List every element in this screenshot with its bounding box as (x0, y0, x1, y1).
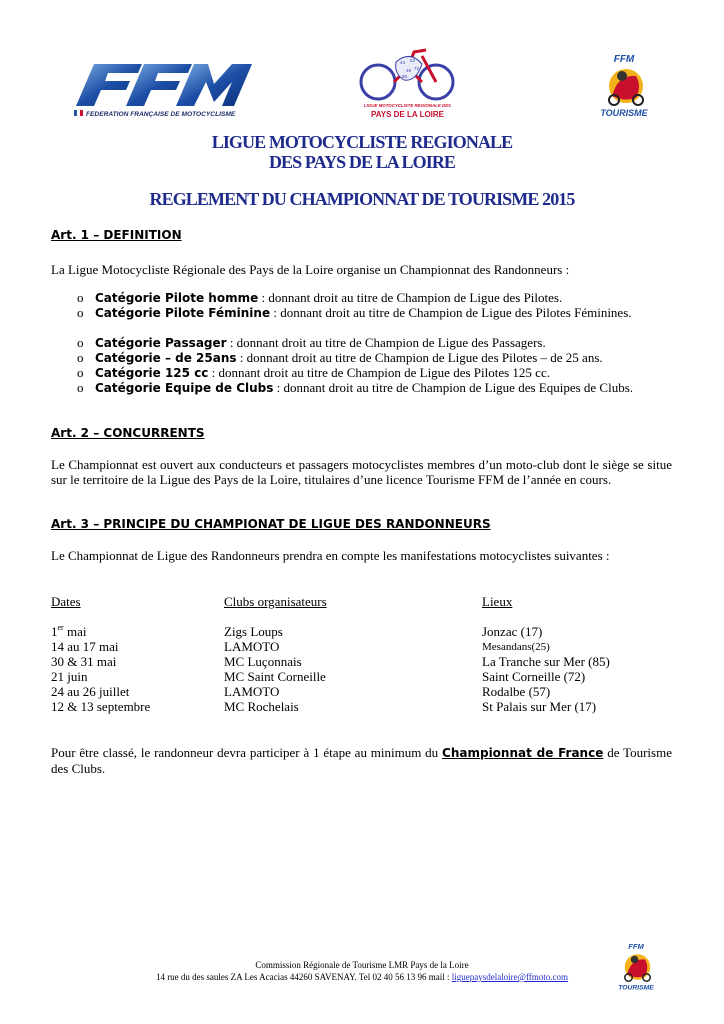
category-description: : donnant droit au titre de Champion de Ligue des Pilotes Féminines. (270, 305, 632, 320)
svg-text:PAYS DE LA LOIRE: PAYS DE LA LOIRE (370, 110, 445, 119)
list-item (95, 350, 672, 366)
event-date: 21 juin (51, 669, 88, 684)
svg-text:FEDERATION FRANÇAISE DE MOTOCY: FEDERATION FRANÇAISE DE MOTOCYCLISME (86, 111, 236, 118)
footer-line-1: Commission Régionale de Tourisme LMR Pays de la Loire (255, 960, 469, 970)
event-date: 12 & 13 septembre (51, 699, 151, 714)
event-lieu: Mesandans(25) (482, 641, 550, 653)
ffm-tourisme-footer-logo (612, 936, 660, 998)
bullet-marker: o (77, 335, 84, 350)
event-club: Zigs Loups (224, 624, 283, 639)
svg-text:85: 85 (402, 74, 408, 79)
category-description: : donnant droit au titre de Champion de Ligue des Passagers. (226, 335, 546, 350)
column-header-clubs: Clubs organisateurs (224, 594, 327, 609)
ligue-pays-de-la-loire-logo (356, 42, 459, 122)
column-header-lieux: Lieux (482, 594, 513, 609)
bullet-marker: o (77, 380, 84, 395)
art1-intro: La Ligue Motocycliste Régionale des Pays de la Loire organise un Championnat des Randonneurs : (51, 262, 570, 277)
art3-outro: Pour être classé, le randonneur devra participer à 1 étape au minimum du Championnat de France de Tourisme des Clubs. (51, 745, 672, 776)
category-label: Catégorie Pilote Féminine (95, 306, 271, 320)
title-line-1: LIGUE MOTOCYCLISTE REGIONALE (211, 132, 513, 152)
column-header-dates: Dates (51, 594, 81, 609)
event-date: 1er mai (51, 622, 87, 639)
ffm-tourisme-logo (592, 52, 656, 120)
category-label: Catégorie – de 25ans (95, 351, 237, 365)
art2-heading: Art. 2 – CONCURRENTS (51, 426, 205, 440)
title-line-2: DES PAYS DE LA LOIRE (268, 152, 456, 172)
art3-heading: Art. 3 – PRINCIPE DU CHAMPIONAT DE LIGUE DES RANDONNEURS (51, 517, 491, 531)
championnat-de-france-link: Championnat de France (442, 746, 604, 760)
list-item (95, 305, 672, 321)
list-item (95, 335, 672, 351)
footer-email-link[interactable]: liguepaysdelaloire@ffmoto.com (451, 972, 569, 982)
svg-text:44: 44 (400, 60, 406, 65)
event-date: 14 au 17 mai (51, 639, 119, 654)
bullet-marker: o (77, 290, 84, 305)
category-description: : donnant droit au titre de Champion de Ligue des Equipes de Clubs. (273, 380, 634, 395)
svg-text:49: 49 (406, 68, 412, 73)
bullet-marker: o (77, 365, 84, 380)
event-date: 30 & 31 mai (51, 654, 117, 669)
art1-heading: Art. 1 – DEFINITION (51, 228, 182, 242)
svg-text:FFM: FFM (613, 54, 635, 65)
event-club: LAMOTO (224, 684, 280, 699)
bullet-marker: o (77, 305, 84, 320)
svg-text:LIGUE MOTOCYCLISTE REGIONALE D: LIGUE MOTOCYCLISTE REGIONALE DES (363, 103, 452, 108)
art2-text: Le Championnat est ouvert aux conducteurs et passagers motocyclistes membres d’un moto-club dont le siège se situe sur le territoire de la Ligue des Pays de la Loire, titulaires d’une licence Tourisme FFM de l’année en cours. (51, 457, 672, 487)
list-item (95, 365, 672, 381)
event-date: 24 au 26 juillet (51, 684, 130, 699)
footer-line-2: 14 rue du des saules ZA Les Acacias 44260 SAVENAY. Tel 02 40 56 13 96 mail : liguepaysdelaloire@ffmoto.com (155, 972, 569, 982)
event-club: MC Luçonnais (224, 654, 302, 669)
event-lieu: Rodalbe (57) (482, 684, 551, 699)
ffm-logo (68, 60, 254, 120)
category-label: Catégorie Passager (95, 336, 227, 350)
category-label: Catégorie 125 cc (95, 366, 209, 380)
svg-text:53: 53 (410, 58, 416, 63)
event-club: LAMOTO (224, 639, 280, 654)
event-lieu: St Palais sur Mer (17) (482, 699, 597, 714)
art3-intro: Le Championnat de Ligue des Randonneurs prendra en compte les manifestations motocyclistes suivantes : (51, 548, 610, 563)
list-item (95, 290, 672, 306)
main-title: REGLEMENT DU CHAMPIONNAT DE TOURISME 2015 (149, 189, 575, 209)
event-club: MC Rochelais (224, 699, 299, 714)
category-description: : donnant droit au titre de Champion de Ligue des Pilotes 125 cc. (208, 365, 550, 380)
category-description: : donnant droit au titre de Champion de Ligue des Pilotes. (258, 290, 563, 305)
svg-text:TOURISME: TOURISME (618, 984, 654, 992)
svg-text:72: 72 (414, 66, 420, 71)
svg-text:TOURISME: TOURISME (600, 108, 648, 118)
category-label: Catégorie Pilote homme (95, 291, 259, 305)
svg-text:FFM: FFM (628, 942, 644, 951)
category-label: Catégorie Equipe de Clubs (95, 381, 274, 395)
event-club: MC Saint Corneille (224, 669, 326, 684)
bullet-marker: o (77, 350, 84, 365)
event-lieu: Saint Corneille (72) (482, 669, 586, 684)
event-lieu: Jonzac (17) (482, 624, 543, 639)
list-item (95, 380, 672, 396)
event-lieu: La Tranche sur Mer (85) (482, 654, 610, 669)
category-description: : donnant droit au titre de Champion de Ligue des Pilotes – de 25 ans. (236, 350, 603, 365)
